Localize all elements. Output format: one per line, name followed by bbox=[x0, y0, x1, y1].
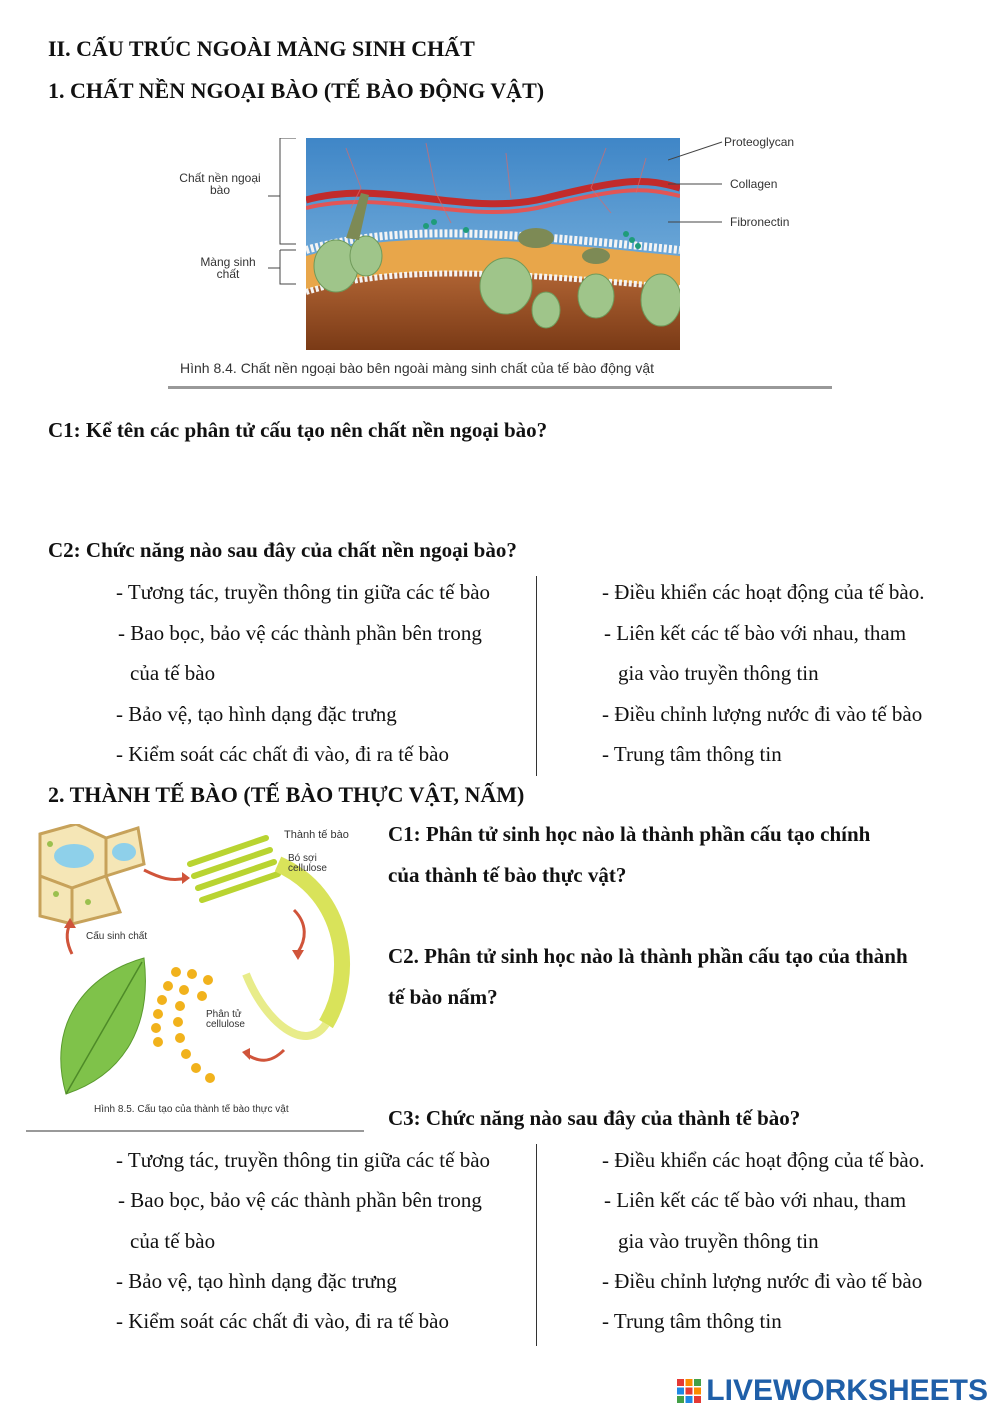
label-fibronectin: Fibronectin bbox=[730, 215, 790, 229]
part1-question-1: C1: Kể tên các phân tử cấu tạo nên chất nền ngoại bào? bbox=[48, 418, 548, 442]
figure2-caption: Hình 8.5. Cấu tạo của thành tế bào thực vật bbox=[94, 1104, 289, 1115]
option-left-4[interactable]: - Kiểm soát các chất đi vào, đi ra tế bào bbox=[116, 742, 449, 766]
label-molecule: Phân tử cellulose bbox=[206, 1009, 245, 1030]
label-proteoglycan: Proteoglycan bbox=[724, 135, 795, 149]
option2-left-3[interactable]: - Bảo vệ, tạo hình dạng đặc trưng bbox=[116, 1269, 397, 1293]
figure1-caption-rule bbox=[168, 386, 832, 389]
figure-cell-wall bbox=[26, 824, 366, 1134]
option2-left-4[interactable]: - Kiểm soát các chất đi vào, đi ra tế bào bbox=[116, 1309, 449, 1333]
part2-title: 2. THÀNH TẾ BÀO (TẾ BÀO THỰC VẬT, NẤM) bbox=[48, 782, 525, 807]
bracket-lines bbox=[264, 138, 304, 288]
option-right-1[interactable]: - Điều khiển các hoạt động của tế bào. bbox=[602, 580, 925, 604]
ecm-illustration bbox=[306, 138, 680, 350]
option2-right-2-cont[interactable]: gia vào truyền thông tin bbox=[618, 1229, 819, 1253]
part2-question-2: C2. Phân tử sinh học nào là thành phần cấu tạo của thành bbox=[388, 944, 908, 968]
option2-right-3[interactable]: - Điều chỉnh lượng nước đi vào tế bào bbox=[602, 1269, 923, 1293]
label-fiber: Bó sợi cellulose bbox=[288, 853, 327, 874]
option-left-2[interactable]: - Bao bọc, bảo vệ các thành phần bên trong bbox=[118, 621, 482, 645]
option2-right-4[interactable]: - Trung tâm thông tin bbox=[602, 1309, 782, 1333]
liveworksheets-logo[interactable] bbox=[676, 1374, 988, 1408]
option-right-3[interactable]: - Điều chỉnh lượng nước đi vào tế bào bbox=[602, 702, 923, 726]
label-membrane: Màng sinh chất bbox=[200, 255, 256, 281]
part2-question-2-cont: tế bào nấm? bbox=[388, 985, 498, 1009]
figure1-caption: Hình 8.4. Chất nền ngoại bào bên ngoài màng sinh chất của tế bào động vật bbox=[180, 360, 655, 376]
option2-left-2-cont[interactable]: của tế bào bbox=[130, 1229, 216, 1253]
part2-question-1: C1: Phân tử sinh học nào là thành phần cấu tạo chính bbox=[388, 822, 871, 846]
part1-question-2: C2: Chức năng nào sau đây của chất nền ngoại bào? bbox=[48, 538, 517, 562]
label-collagen: Collagen bbox=[730, 177, 778, 191]
option-left-1[interactable]: - Tương tác, truyền thông tin giữa các tế bào bbox=[116, 580, 491, 604]
figure-extracellular-matrix bbox=[168, 128, 832, 392]
label-ecm: Chất nền ngoại bào bbox=[179, 171, 261, 197]
logo-text: LIVEWORKSHEETS bbox=[706, 1374, 988, 1407]
logo-grid-icon bbox=[676, 1378, 702, 1404]
option2-left-1[interactable]: - Tương tác, truyền thông tin giữa các tế bào bbox=[116, 1148, 491, 1172]
options2-divider bbox=[536, 1144, 537, 1346]
option-right-2-cont[interactable]: gia vào truyền thông tin bbox=[618, 661, 819, 685]
label-cyto: Cấu sinh chất bbox=[86, 931, 148, 942]
label-cell-wall: Thành tế bào bbox=[284, 829, 349, 841]
options1-divider bbox=[536, 576, 537, 776]
pointer-lines bbox=[668, 138, 728, 238]
option2-right-1[interactable]: - Điều khiển các hoạt động của tế bào. bbox=[602, 1148, 925, 1172]
option-right-2[interactable]: - Liên kết các tế bào với nhau, tham bbox=[604, 621, 907, 645]
figure2-caption-rule bbox=[26, 1130, 364, 1132]
option-left-2-cont[interactable]: của tế bào bbox=[130, 661, 216, 685]
option-left-3[interactable]: - Bảo vệ, tạo hình dạng đặc trưng bbox=[116, 702, 397, 726]
option-right-4[interactable]: - Trung tâm thông tin bbox=[602, 742, 782, 766]
option2-right-2[interactable]: - Liên kết các tế bào với nhau, tham bbox=[604, 1188, 907, 1212]
part1-title: 1. CHẤT NỀN NGOẠI BÀO (TẾ BÀO ĐỘNG VẬT) bbox=[48, 78, 545, 103]
part2-question-3: C3: Chức năng nào sau đây của thành tế bào? bbox=[388, 1106, 801, 1130]
part2-question-1-cont: của thành tế bào thực vật? bbox=[388, 863, 627, 887]
section-title: II. CẤU TRÚC NGOÀI MÀNG SINH CHẤT bbox=[48, 36, 475, 61]
option2-left-2[interactable]: - Bao bọc, bảo vệ các thành phần bên trong bbox=[118, 1188, 482, 1212]
